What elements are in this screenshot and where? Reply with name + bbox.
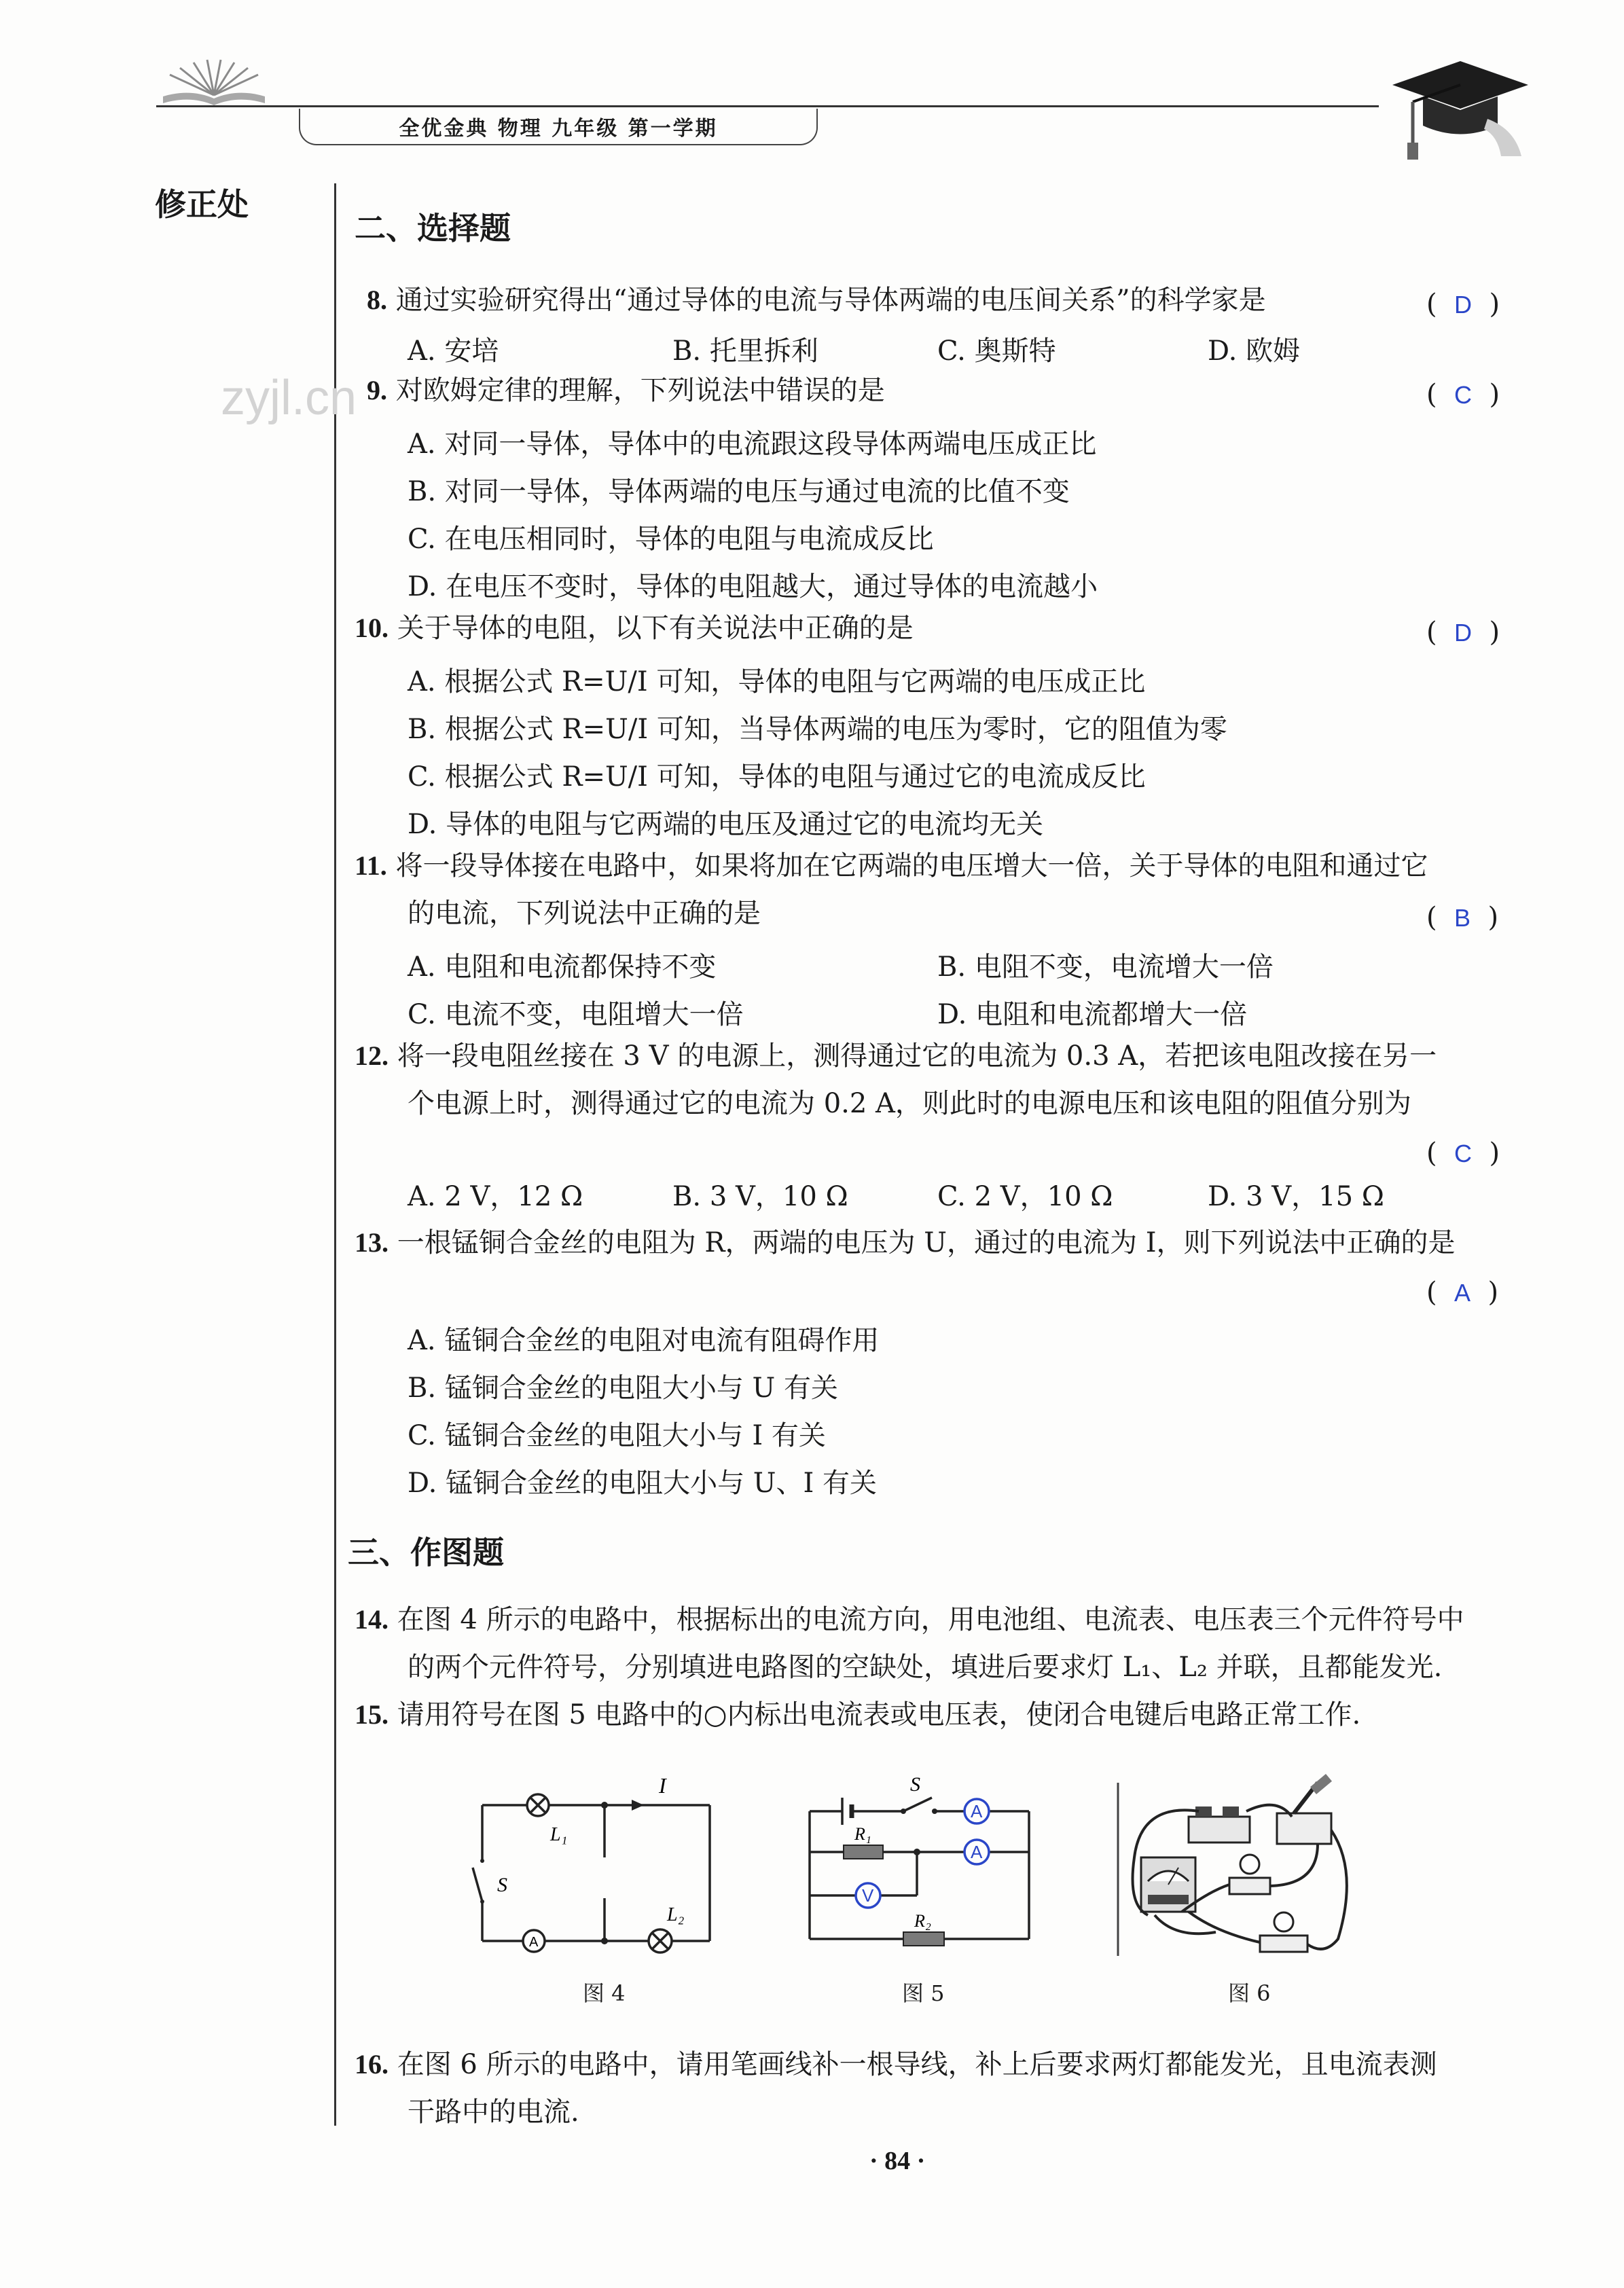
- question-16: 16. 在图 6 所示的电路中，请用笔画线补一根导线，补上后要求两灯都能发光，且电流表测: [355, 2049, 1437, 2080]
- option: B. 托里拆利: [672, 335, 818, 367]
- question-9: 9. 对欧姆定律的理解，下列说法中错误的是: [367, 375, 885, 406]
- figure-6-caption: 图 6: [1228, 1980, 1271, 2006]
- option: B. 3 V，10 Ω: [672, 1181, 848, 1212]
- question-14-line2: 的两个元件符号，分别填进电路图的空缺处，填进后要求灯 L₁、L₂ 并联，且都能发光.: [408, 1652, 1443, 1683]
- option: C. 在电压相同时，导体的电阻与电流成反比: [408, 524, 934, 555]
- question-11-line2: 的电流，下列说法中正确的是: [408, 898, 761, 929]
- option: C. 电流不变，电阻增大一倍: [408, 999, 744, 1030]
- option: D. 锰铜合金丝的电阻大小与 U、I 有关: [408, 1468, 878, 1499]
- question-12: 12. 将一段电阻丝接在 3 V 的电源上，测得通过它的电流为 0.3 A，若把该电阻改接在另一: [355, 1040, 1437, 1072]
- question-15: 15. 请用符号在图 5 电路中的○内标出电流表或电压表，使闭合电键后电路正常工作.: [355, 1699, 1361, 1730]
- fig4-label-l1: L₁: [550, 1824, 568, 1845]
- answer-value: D: [1454, 619, 1473, 647]
- option: A. 电阻和电流都保持不变: [408, 951, 717, 983]
- answer-value: B: [1454, 904, 1471, 932]
- fig4-label-i: I: [659, 1773, 666, 1798]
- section-title-choice: 二、选择题: [355, 210, 511, 247]
- option: A. 根据公式 R=U/I 可知，导体的电阻与它两端的电压成正比: [408, 666, 1146, 697]
- question-8: 8. 通过实验研究得出“通过导体的电流与导体两端的电压间关系”的科学家是: [367, 285, 1266, 316]
- option: A. 2 V，12 Ω: [408, 1181, 583, 1212]
- option: D. 电阻和电流都增大一倍: [937, 999, 1248, 1030]
- option: C. 奥斯特: [937, 335, 1056, 367]
- page-number: · 84 ·: [869, 2147, 926, 2175]
- answer-13: ( A ): [1426, 1277, 1499, 1308]
- answer-11: ( B ): [1426, 902, 1499, 933]
- answer-value: C: [1454, 381, 1473, 409]
- option: A. 安培: [408, 335, 499, 367]
- figure-4-caption: 图 4: [583, 1980, 626, 2006]
- option: C. 锰铜合金丝的电阻大小与 I 有关: [408, 1420, 826, 1451]
- answer-12: ( C ): [1426, 1138, 1500, 1169]
- header-title-box: [299, 109, 818, 145]
- fig5-label-r1: R₁: [854, 1824, 871, 1844]
- answer-value: A: [1454, 1279, 1471, 1307]
- answer-value: D: [1454, 291, 1473, 319]
- option: D. 在电压不变时，导体的电阻越大，通过导体的电流越小: [408, 571, 1098, 602]
- figure-6-circuit-photo: [1114, 1769, 1365, 1959]
- answer-10: ( D ): [1426, 617, 1500, 648]
- question-12-line2: 个电源上时，测得通过它的电流为 0.2 A，则此时的电源电压和该电阻的阻值分别为: [408, 1088, 1411, 1119]
- question-13: 13. 一根锰铜合金丝的电阻为 R，两端的电压为 U，通过的电流为 I，则下列说法中正确的是: [355, 1227, 1456, 1258]
- fig4-label-s: S: [497, 1874, 507, 1896]
- section-title-drawing: 三、作图题: [348, 1534, 504, 1571]
- figure-4-circuit: [469, 1773, 727, 1956]
- header-book-icon: [156, 54, 272, 109]
- watermark: zyjl.cn: [221, 371, 357, 425]
- answer-8: ( D ): [1426, 289, 1500, 320]
- graduation-cap-icon: [1386, 54, 1535, 163]
- fig5-label-v: V: [862, 1885, 874, 1906]
- option: D. 导体的电阻与它两端的电压及通过它的电流均无关: [408, 809, 1044, 840]
- option: B. 电阻不变，电流增大一倍: [937, 951, 1274, 983]
- fig5-label-a2: A: [971, 1842, 983, 1862]
- option: B. 根据公式 R=U/I 可知，当导体两端的电压为零时，它的阻值为零: [408, 714, 1227, 745]
- fig4-label-a: A: [529, 1935, 539, 1950]
- fig5-label-s: S: [910, 1773, 920, 1796]
- option: A. 锰铜合金丝的电阻对电流有阻碍作用: [408, 1325, 880, 1356]
- header-title: 全优金典 物理 九年级 第一学期: [399, 117, 718, 141]
- option: B. 锰铜合金丝的电阻大小与 U 有关: [408, 1373, 838, 1404]
- answer-value: C: [1454, 1140, 1473, 1167]
- option: C. 2 V，10 Ω: [937, 1181, 1113, 1212]
- option: A. 对同一导体，导体中的电流跟这段导体两端电压成正比: [408, 429, 1097, 460]
- fig4-label-l2: L₂: [667, 1904, 685, 1925]
- option: D. 3 V，15 Ω: [1208, 1181, 1384, 1212]
- question-16-line2: 干路中的电流.: [408, 2096, 579, 2128]
- option: B. 对同一导体，导体两端的电压与通过电流的比值不变: [408, 476, 1070, 507]
- fig5-label-a1: A: [971, 1801, 983, 1821]
- margin-label: 修正处: [155, 186, 249, 223]
- question-11: 11. 将一段导体接在电路中，如果将加在它两端的电压增大一倍，关于导体的电阻和通过它: [355, 850, 1428, 882]
- option: C. 根据公式 R=U/I 可知，导体的电阻与通过它的电流成反比: [408, 761, 1146, 793]
- header-rule: [156, 105, 1379, 107]
- answer-9: ( C ): [1426, 379, 1500, 410]
- figure-5-circuit: [801, 1769, 1039, 1953]
- question-10: 10. 关于导体的电阻，以下有关说法中正确的是: [355, 613, 914, 644]
- margin-rule: [334, 183, 336, 2126]
- question-14: 14. 在图 4 所示的电路中，根据标出的电流方向，用电池组、电流表、电压表三个元件符号中: [355, 1604, 1464, 1635]
- figure-5-caption: 图 5: [902, 1980, 945, 2006]
- option: D. 欧姆: [1208, 335, 1301, 367]
- fig5-label-r2: R₂: [914, 1911, 931, 1931]
